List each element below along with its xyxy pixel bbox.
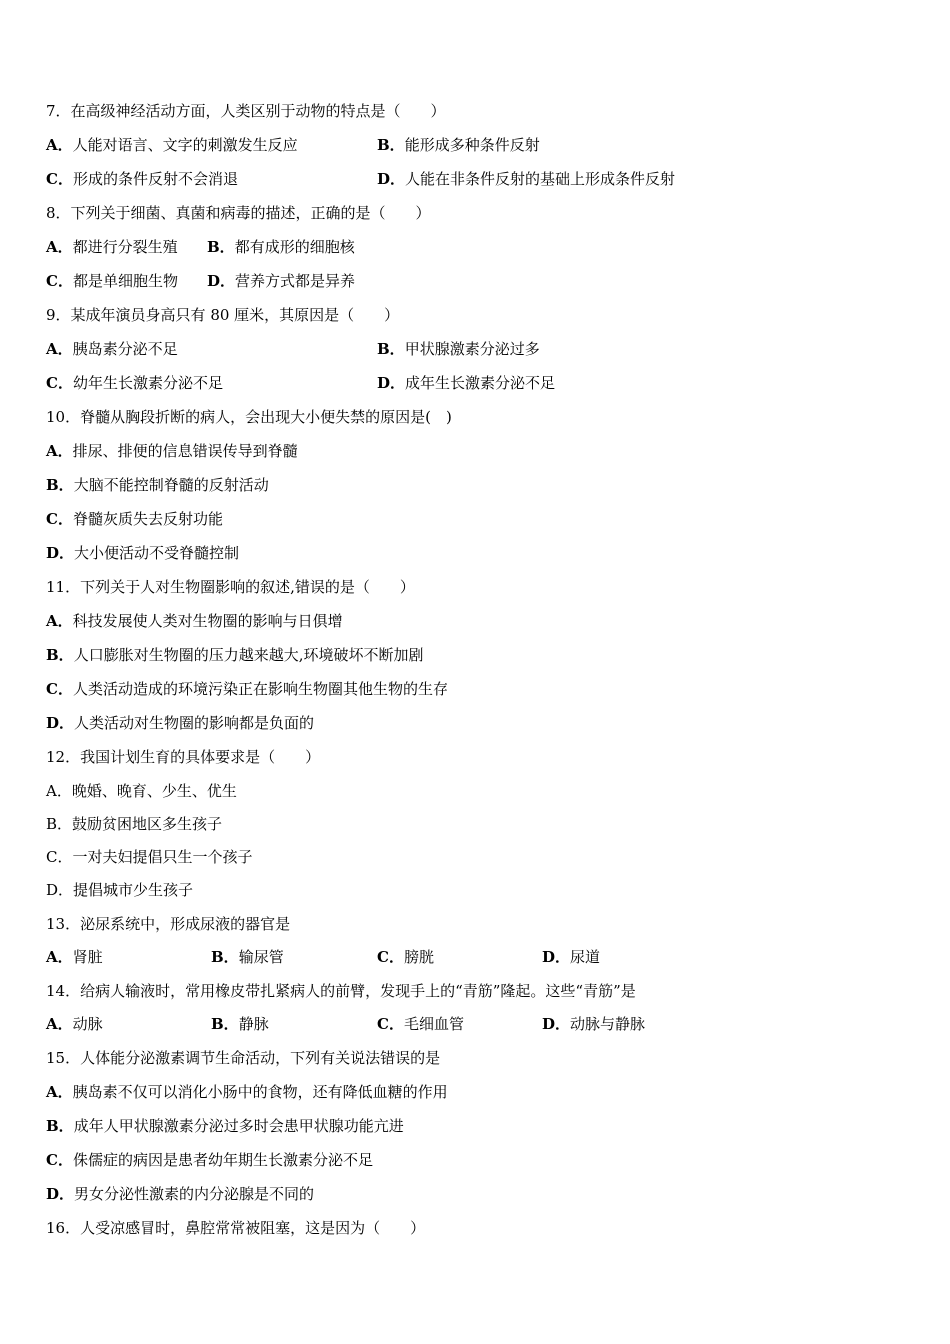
question-7-option-d: D．人能在非条件反射的基础上形成条件反射 — [377, 170, 676, 188]
question-11-stem: 11．下列关于人对生物圈影响的叙述,错误的是（ ） — [46, 578, 415, 596]
question-13-option-a: A．肾脏 — [46, 948, 103, 966]
question-9-option-d: D．成年生长激素分泌不足 — [377, 374, 556, 392]
question-10-option-d: D．大小便活动不受脊髓控制 — [46, 544, 240, 562]
question-8-option-c: C．都是单细胞生物 — [46, 272, 178, 290]
question-13-option-c: C．膀胱 — [377, 948, 434, 966]
question-13-option-d: D．尿道 — [542, 948, 601, 966]
question-12-stem: 12．我国计划生育的具体要求是（ ） — [46, 748, 321, 766]
question-13-stem: 13．泌尿系统中，形成尿液的器官是 — [46, 915, 291, 933]
question-11-option-c: C．人类活动造成的环境污染正在影响生物圈其他生物的生存 — [46, 680, 448, 698]
question-8-stem: 8．下列关于细菌、真菌和病毒的描述，正确的是（ ） — [46, 204, 431, 222]
question-9-option-b: B．甲状腺激素分泌过多 — [377, 340, 540, 358]
question-7-option-b: B．能形成多种条件反射 — [377, 136, 540, 154]
question-10-option-b: B．大脑不能控制脊髓的反射活动 — [46, 476, 269, 494]
question-8-option-b: B．都有成形的细胞核 — [207, 238, 355, 256]
question-15-stem: 15．人体能分泌激素调节生命活动，下列有关说法错误的是 — [46, 1049, 441, 1067]
question-12-option-d: D．提倡城市少生孩子 — [46, 881, 194, 899]
question-12-option-c: C．一对夫妇提倡只生一个孩子 — [46, 848, 253, 866]
question-11-option-b: B．人口膨胀对生物圈的压力越来越大,环境破坏不断加剧 — [46, 646, 424, 664]
question-10-stem: 10．脊髓从胸段折断的病人，会出现大小便失禁的原因是( ) — [46, 408, 452, 426]
question-14-option-c: C．毛细血管 — [377, 1015, 464, 1033]
question-15-option-d: D．男女分泌性激素的内分泌腺是不同的 — [46, 1185, 315, 1203]
question-9-option-a: A．胰岛素分泌不足 — [46, 340, 178, 358]
question-7-option-a: A．人能对语言、文字的刺激发生反应 — [46, 136, 298, 154]
question-11-option-d: D．人类活动对生物圈的影响都是负面的 — [46, 714, 315, 732]
question-11-option-a: A．科技发展使人类对生物圈的影响与日俱增 — [46, 612, 343, 630]
question-14-stem: 14．给病人输液时，常用橡皮带扎紧病人的前臂，发现手上的“青筋”隆起。这些“青筋”是 — [46, 982, 636, 1000]
question-7-option-c: C．形成的条件反射不会消退 — [46, 170, 238, 188]
question-12-option-b: B．鼓励贫困地区多生孩子 — [46, 815, 223, 833]
question-14-option-d: D．动脉与静脉 — [542, 1015, 646, 1033]
question-15-option-c: C．侏儒症的病因是患者幼年期生长激素分泌不足 — [46, 1151, 373, 1169]
question-10-option-c: C．脊髓灰质失去反射功能 — [46, 510, 223, 528]
question-8-option-d: D．营养方式都是异养 — [207, 272, 356, 290]
question-10-option-a: A．排尿、排便的信息错误传导到脊髓 — [46, 442, 298, 460]
question-14-option-b: B．静脉 — [211, 1015, 269, 1033]
question-16-stem: 16．人受凉感冒时，鼻腔常常被阻塞，这是因为（ ） — [46, 1219, 426, 1237]
question-9-stem: 9．某成年演员身高只有 80 厘米，其原因是（ ） — [46, 306, 400, 324]
question-15-option-b: B．成年人甲状腺激素分泌过多时会患甲状腺功能亢进 — [46, 1117, 404, 1135]
question-7-stem: 7．在高级神经活动方面，人类区别于动物的特点是（ ） — [46, 102, 446, 120]
question-12-option-a: A．晚婚、晚育、少生、优生 — [46, 782, 237, 800]
question-15-option-a: A．胰岛素不仅可以消化小肠中的食物，还有降低血糖的作用 — [46, 1083, 448, 1101]
question-8-option-a: A．都进行分裂生殖 — [46, 238, 178, 256]
question-14-option-a: A．动脉 — [46, 1015, 103, 1033]
question-9-option-c: C．幼年生长激素分泌不足 — [46, 374, 223, 392]
question-13-option-b: B．输尿管 — [211, 948, 284, 966]
